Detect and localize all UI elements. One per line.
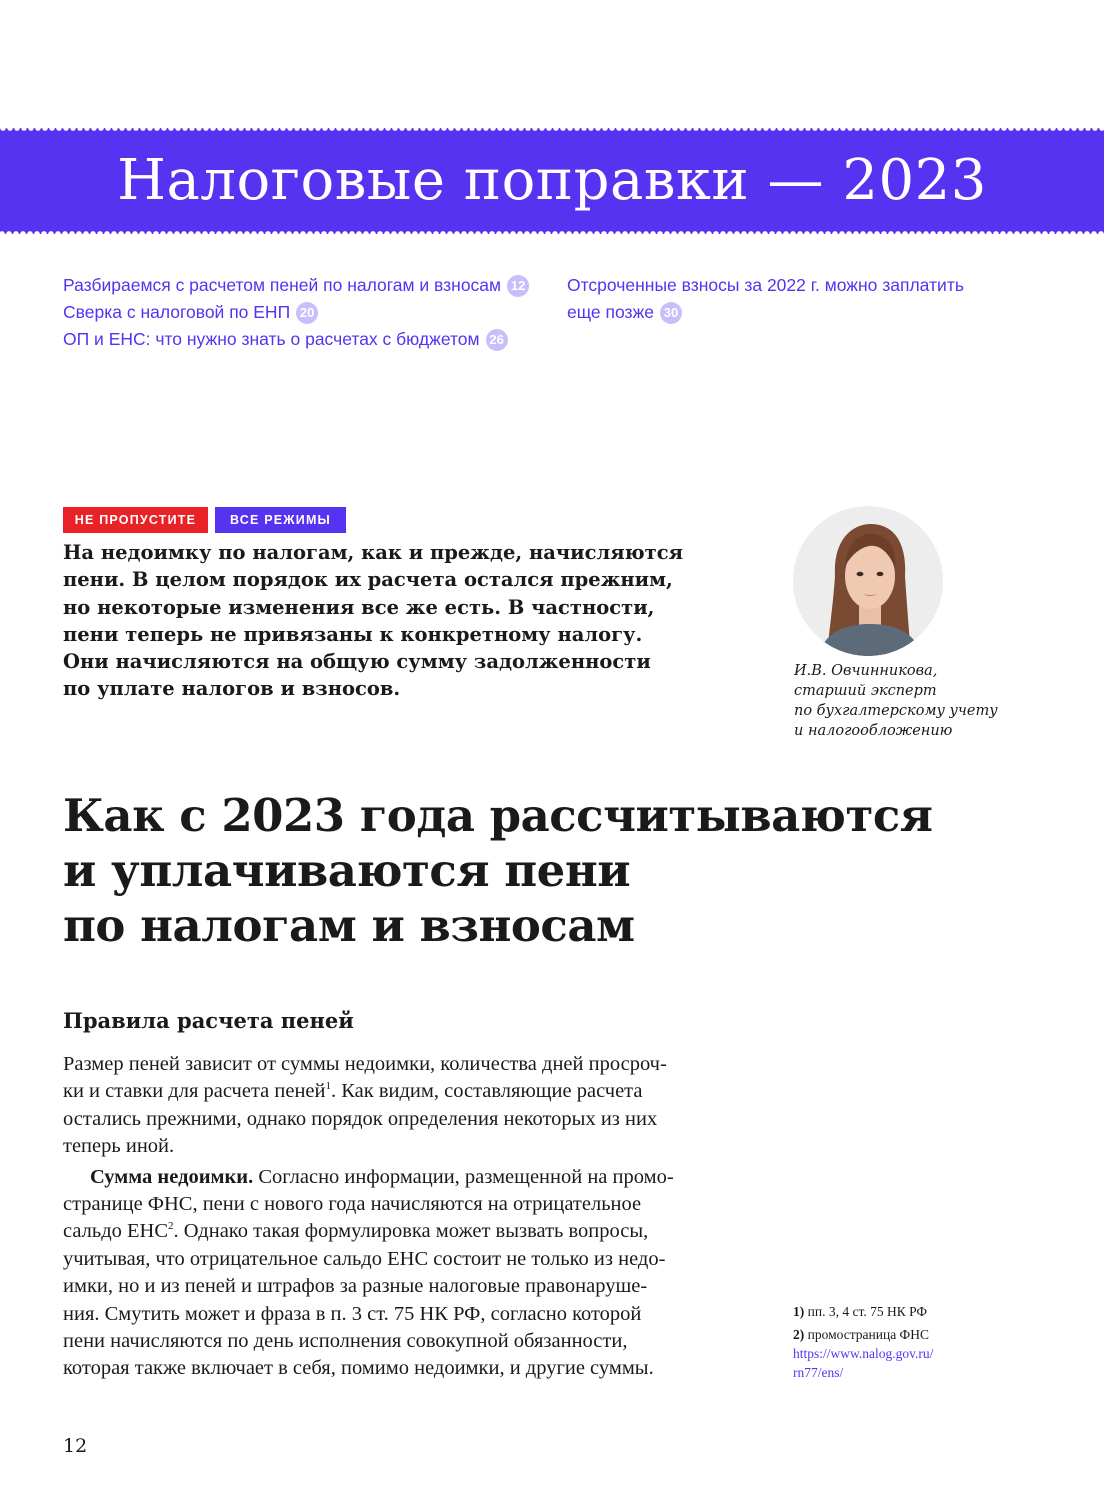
footnote-2 <box>793 1325 1013 1344</box>
toc-item[interactable] <box>567 272 987 326</box>
body-line <box>63 1218 743 1245</box>
footnotes <box>793 1302 1013 1382</box>
toc-item[interactable] <box>63 299 523 326</box>
footnote-link[interactable]: https://www.nalog.gov.ru/ <box>793 1346 934 1361</box>
headline-line: и уплачиваются пени <box>63 844 631 897</box>
toc-item-label: Разбираемся с расчетом пеней по налогам и взносам <box>63 275 502 295</box>
inline-bold-term: Сумма недоимки. <box>90 1165 254 1188</box>
toc-item[interactable] <box>63 272 526 299</box>
toc-item-label: Отсроченные взносы за 2022 г. можно заплатить <box>567 275 964 295</box>
lead-line: но некоторые изменения все же есть. В частности, <box>63 595 655 619</box>
lead-line: Они начисляются на общую сумму задолженности <box>63 650 651 674</box>
body-line: которая также включает в себя, помимо недоимки, и другие суммы. <box>63 1357 654 1380</box>
article-headline <box>63 788 1063 953</box>
section-subheading: Правила расчета пеней <box>63 1008 354 1033</box>
body-line: Размер пеней зависит от суммы недоимки, количества дней просроч- <box>63 1053 667 1075</box>
toc-right-column <box>567 272 987 326</box>
footnote-text: промостраница ФНС <box>804 1327 929 1342</box>
toc-page-badge: 12 <box>507 275 529 297</box>
toc-page-badge: 26 <box>486 329 508 351</box>
footnote-text: пп. 3, 4 ст. 75 НК РФ <box>804 1304 928 1319</box>
body-line: пени начисляются по день исполнения совокупной обязанности, <box>63 1330 628 1353</box>
footnote-number: 2) <box>793 1327 805 1342</box>
author-portrait-icon <box>793 506 943 656</box>
footnote-ref[interactable]: 2 <box>168 1220 174 1233</box>
body-line <box>63 1078 743 1105</box>
author-name: И.В. Овчинникова, <box>794 663 938 679</box>
lead-paragraph <box>63 539 743 703</box>
tag-dont-miss: НЕ ПРОПУСТИТЕ <box>63 507 208 533</box>
footnote-number: 1) <box>793 1304 805 1319</box>
tag-all-regimes: ВСЕ РЕЖИМЫ <box>215 507 346 533</box>
toc-page-badge: 30 <box>660 302 682 324</box>
body-text-span: Согласно информации, размещенной на промо- <box>253 1165 674 1188</box>
body-line: учитывая, что отрицательное сальдо ЕНС состоит не только из недо- <box>63 1247 666 1270</box>
author-role: старший эксперт <box>794 683 937 699</box>
lead-line: На недоимку по налогам, как и прежде, начисляются <box>63 541 683 564</box>
section-banner <box>0 128 1104 234</box>
body-text-span: ки и ставки для расчета пеней <box>63 1080 326 1103</box>
article-body <box>63 1051 743 1383</box>
page-number: 12 <box>63 1435 88 1457</box>
body-text-span: сальдо ЕНС <box>63 1220 169 1243</box>
footnote-link[interactable]: rn77/ens/ <box>793 1365 844 1380</box>
toc-left-column <box>63 272 526 353</box>
body-line: ния. Смутить может и фраза в п. 3 ст. 75 НК РФ, согласно которой <box>63 1302 642 1325</box>
author-role: по бухгалтерскому учету <box>794 703 998 719</box>
author-caption <box>794 661 1054 741</box>
body-line: теперь иной. <box>63 1135 175 1158</box>
body-line: остались прежними, однако порядок определения некоторых из них <box>63 1107 658 1130</box>
author-role: и налогообложению <box>794 723 953 739</box>
headline-line: по налогам и взносам <box>63 899 635 952</box>
toc-item-label-cont: еще позже <box>567 302 655 322</box>
body-line <box>63 1164 743 1191</box>
headline-line: Как с 2023 года рассчитываются <box>63 789 933 842</box>
author-photo <box>793 506 943 656</box>
body-line: странице ФНС, пени с нового года начисляются на отрицательное <box>63 1193 642 1216</box>
lead-line: пени. В целом порядок их расчета остался прежним, <box>63 568 673 592</box>
lead-line: пени теперь не привязаны к конкретному налогу. <box>63 622 643 646</box>
body-text-span: . Как видим, составляющие расчета <box>331 1080 643 1103</box>
body-line: имки, но и из пеней и штрафов за разные налоговые правонаруше- <box>63 1275 648 1298</box>
body-text-span: . Однако такая формулировка может вызвать вопросы, <box>173 1220 649 1243</box>
toc-item-label: ОП и ЕНС: что нужно знать о расчетах с бюджетом <box>63 329 480 349</box>
footnote-ref[interactable]: 1 <box>325 1080 331 1093</box>
section-title: Налоговые поправки — 2023 <box>117 148 987 213</box>
toc-page-badge: 20 <box>296 302 318 324</box>
toc-item-label: Сверка с налоговой по ЕНП <box>63 302 291 322</box>
toc-item[interactable] <box>63 326 523 353</box>
footnote-1 <box>793 1302 1013 1321</box>
lead-line: по уплате налогов и взносов. <box>63 677 401 701</box>
